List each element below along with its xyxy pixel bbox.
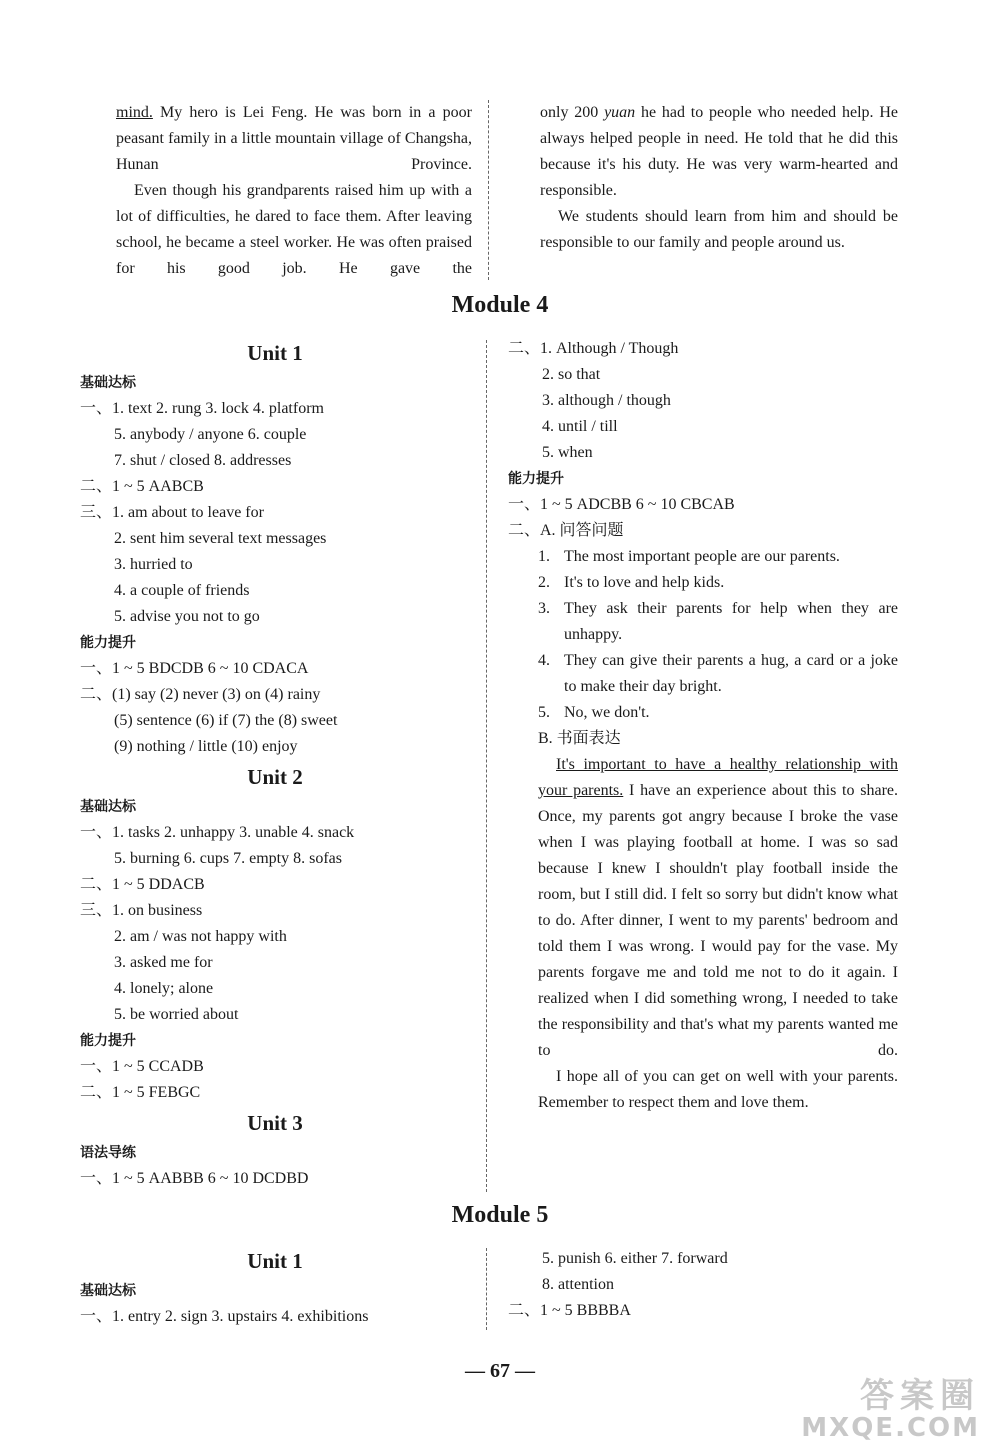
essay-paragraph: Even though his grandparents raised him up with a lot of difficulties, he dared to face them. After leaving school, he became a steel worker. He was often praised for his good job. He gave the [116, 182, 472, 277]
column-divider [488, 100, 489, 280]
answer-line: 二、A. 问答问题 [508, 522, 624, 539]
column-divider [486, 340, 487, 1192]
underlined-word: mind. [116, 104, 153, 121]
answer-line: 7. shut / closed 8. addresses [114, 452, 292, 469]
module-title: Module 5 [451, 1202, 549, 1228]
section-heading: 基础达标 [80, 799, 136, 815]
essay [508, 752, 898, 1116]
answer-line: 一、1 ~ 5 CCADB [80, 1058, 204, 1075]
answer-line: B. 书面表达 [538, 730, 621, 747]
module5-left-column [80, 1244, 470, 1330]
answer-line: (5) sentence (6) if (7) the (8) sweet [114, 712, 338, 729]
answer-item: 1. The most important people are our parents. [538, 548, 840, 565]
essay-paragraph: We students should learn from him and should be responsible to our family and people around us. [540, 208, 898, 251]
answer-line: (9) nothing / little (10) enjoy [114, 738, 298, 755]
essay-paragraph: only 200 yuan he had to people who needed help. He always helped people in need. He told that he did this because it's his duty. He was very warm-hearted and responsible. [540, 104, 898, 199]
answer-line: 一、1. text 2. rung 3. lock 4. platform [80, 400, 324, 417]
answer-line: 三、1. on business [80, 902, 203, 919]
answer-line: 2. so that [542, 366, 601, 383]
answer-line: 一、1. tasks 2. unhappy 3. unable 4. snack [80, 824, 355, 841]
page-number: — 67 — [465, 1360, 535, 1382]
answer-line: 二、1 ~ 5 AABCB [80, 478, 204, 495]
essay-paragraph: I hope all of you can get on well with your parents. Remember to respect them and love them. [538, 1068, 898, 1111]
answer-item: 3. They ask their parents for help when they are unhappy. [538, 600, 898, 643]
unit-title: Unit 2 [247, 765, 303, 789]
module-title: Module 4 [451, 292, 549, 318]
answer-line: 5. burning 6. cups 7. empty 8. sofas [114, 850, 342, 867]
top-right-column [540, 100, 898, 256]
answer-line: 5. be worried about [114, 1006, 239, 1023]
answer-line: 2. am / was not happy with [114, 928, 287, 945]
watermark-logo: 答案圈 MXQE.COM [801, 1376, 980, 1443]
unit-title: Unit 1 [247, 1249, 303, 1273]
module5-right-column [508, 1246, 898, 1324]
answer-line: 一、1 ~ 5 BDCDB 6 ~ 10 CDACA [80, 660, 309, 677]
answer-line: 5. advise you not to go [114, 608, 260, 625]
module4-right-column [508, 336, 898, 1116]
answer-line: 3. hurried to [114, 556, 193, 573]
answer-line: 5. anybody / anyone 6. couple [114, 426, 307, 443]
answer-item: 4. They can give their parents a hug, a card or a joke to make their day bright. [538, 652, 898, 695]
unit-title: Unit 1 [247, 341, 303, 365]
section-heading: 能力提升 [508, 471, 564, 487]
answer-line: 一、1 ~ 5 AABBB 6 ~ 10 DCDBD [80, 1170, 309, 1187]
module4-left-column [80, 336, 470, 1192]
section-heading: 能力提升 [80, 635, 136, 651]
answer-line: 二、1 ~ 5 BBBBA [508, 1302, 631, 1319]
answer-line: 2. sent him several text messages [114, 530, 327, 547]
answer-item: 2. It's to love and help kids. [538, 574, 725, 591]
answer-line: 4. until / till [542, 418, 618, 435]
answer-line: 4. lonely; alone [114, 980, 214, 997]
answer-line: 一、1 ~ 5 ADCBB 6 ~ 10 CBCAB [508, 496, 735, 513]
column-divider [486, 1248, 487, 1330]
answer-line: 5. when [542, 444, 593, 461]
essay-paragraph: mind. My hero is Lei Feng. He was born in a poor peasant family in a little mountain village of Changsha, Hunan Province. [116, 104, 472, 173]
section-heading: 基础达标 [80, 375, 136, 391]
answer-line: 5. punish 6. either 7. forward [542, 1250, 728, 1267]
answer-line: 3. although / though [542, 392, 671, 409]
answer-line: 4. a couple of friends [114, 582, 250, 599]
answer-line: 8. attention [542, 1276, 614, 1293]
underlined-sentence: It's important to have a healthy relationship with your parents. [538, 756, 898, 799]
section-heading: 基础达标 [80, 1283, 136, 1299]
answer-line: 二、1 ~ 5 DDACB [80, 876, 205, 893]
answer-line: 3. asked me for [114, 954, 213, 971]
answer-line: 二、1 ~ 5 FEBGC [80, 1084, 201, 1101]
answer-line: 二、1. Although / Though [508, 340, 679, 357]
answer-line: 三、1. am about to leave for [80, 504, 264, 521]
answer-line: 一、1. entry 2. sign 3. upstairs 4. exhibitions [80, 1308, 369, 1325]
section-heading: 语法导练 [80, 1145, 136, 1161]
essay-paragraph: It's important to have a healthy relationship with your parents. I have an experience about this to share. Once, my parents got angry because I broke the vase when I was playing football at home. I was so sad because I knew I shouldn't play football inside the room, but I still did. I felt so sorry but didn't know what to do. After dinner, I went to my parents' bedroom and told them I was wrong. I would pay for the vase. My parents forgave me and told me not to do it again. I realized when I did something wrong, I needed to take the responsibility and that's what my parents wanted me to do. [538, 756, 899, 1059]
top-left-column [116, 100, 472, 282]
answer-line: 二、(1) say (2) never (3) on (4) rainy [80, 686, 321, 703]
section-heading: 能力提升 [80, 1033, 136, 1049]
answer-item: 5. No, we don't. [538, 704, 650, 721]
unit-title: Unit 3 [247, 1111, 303, 1135]
